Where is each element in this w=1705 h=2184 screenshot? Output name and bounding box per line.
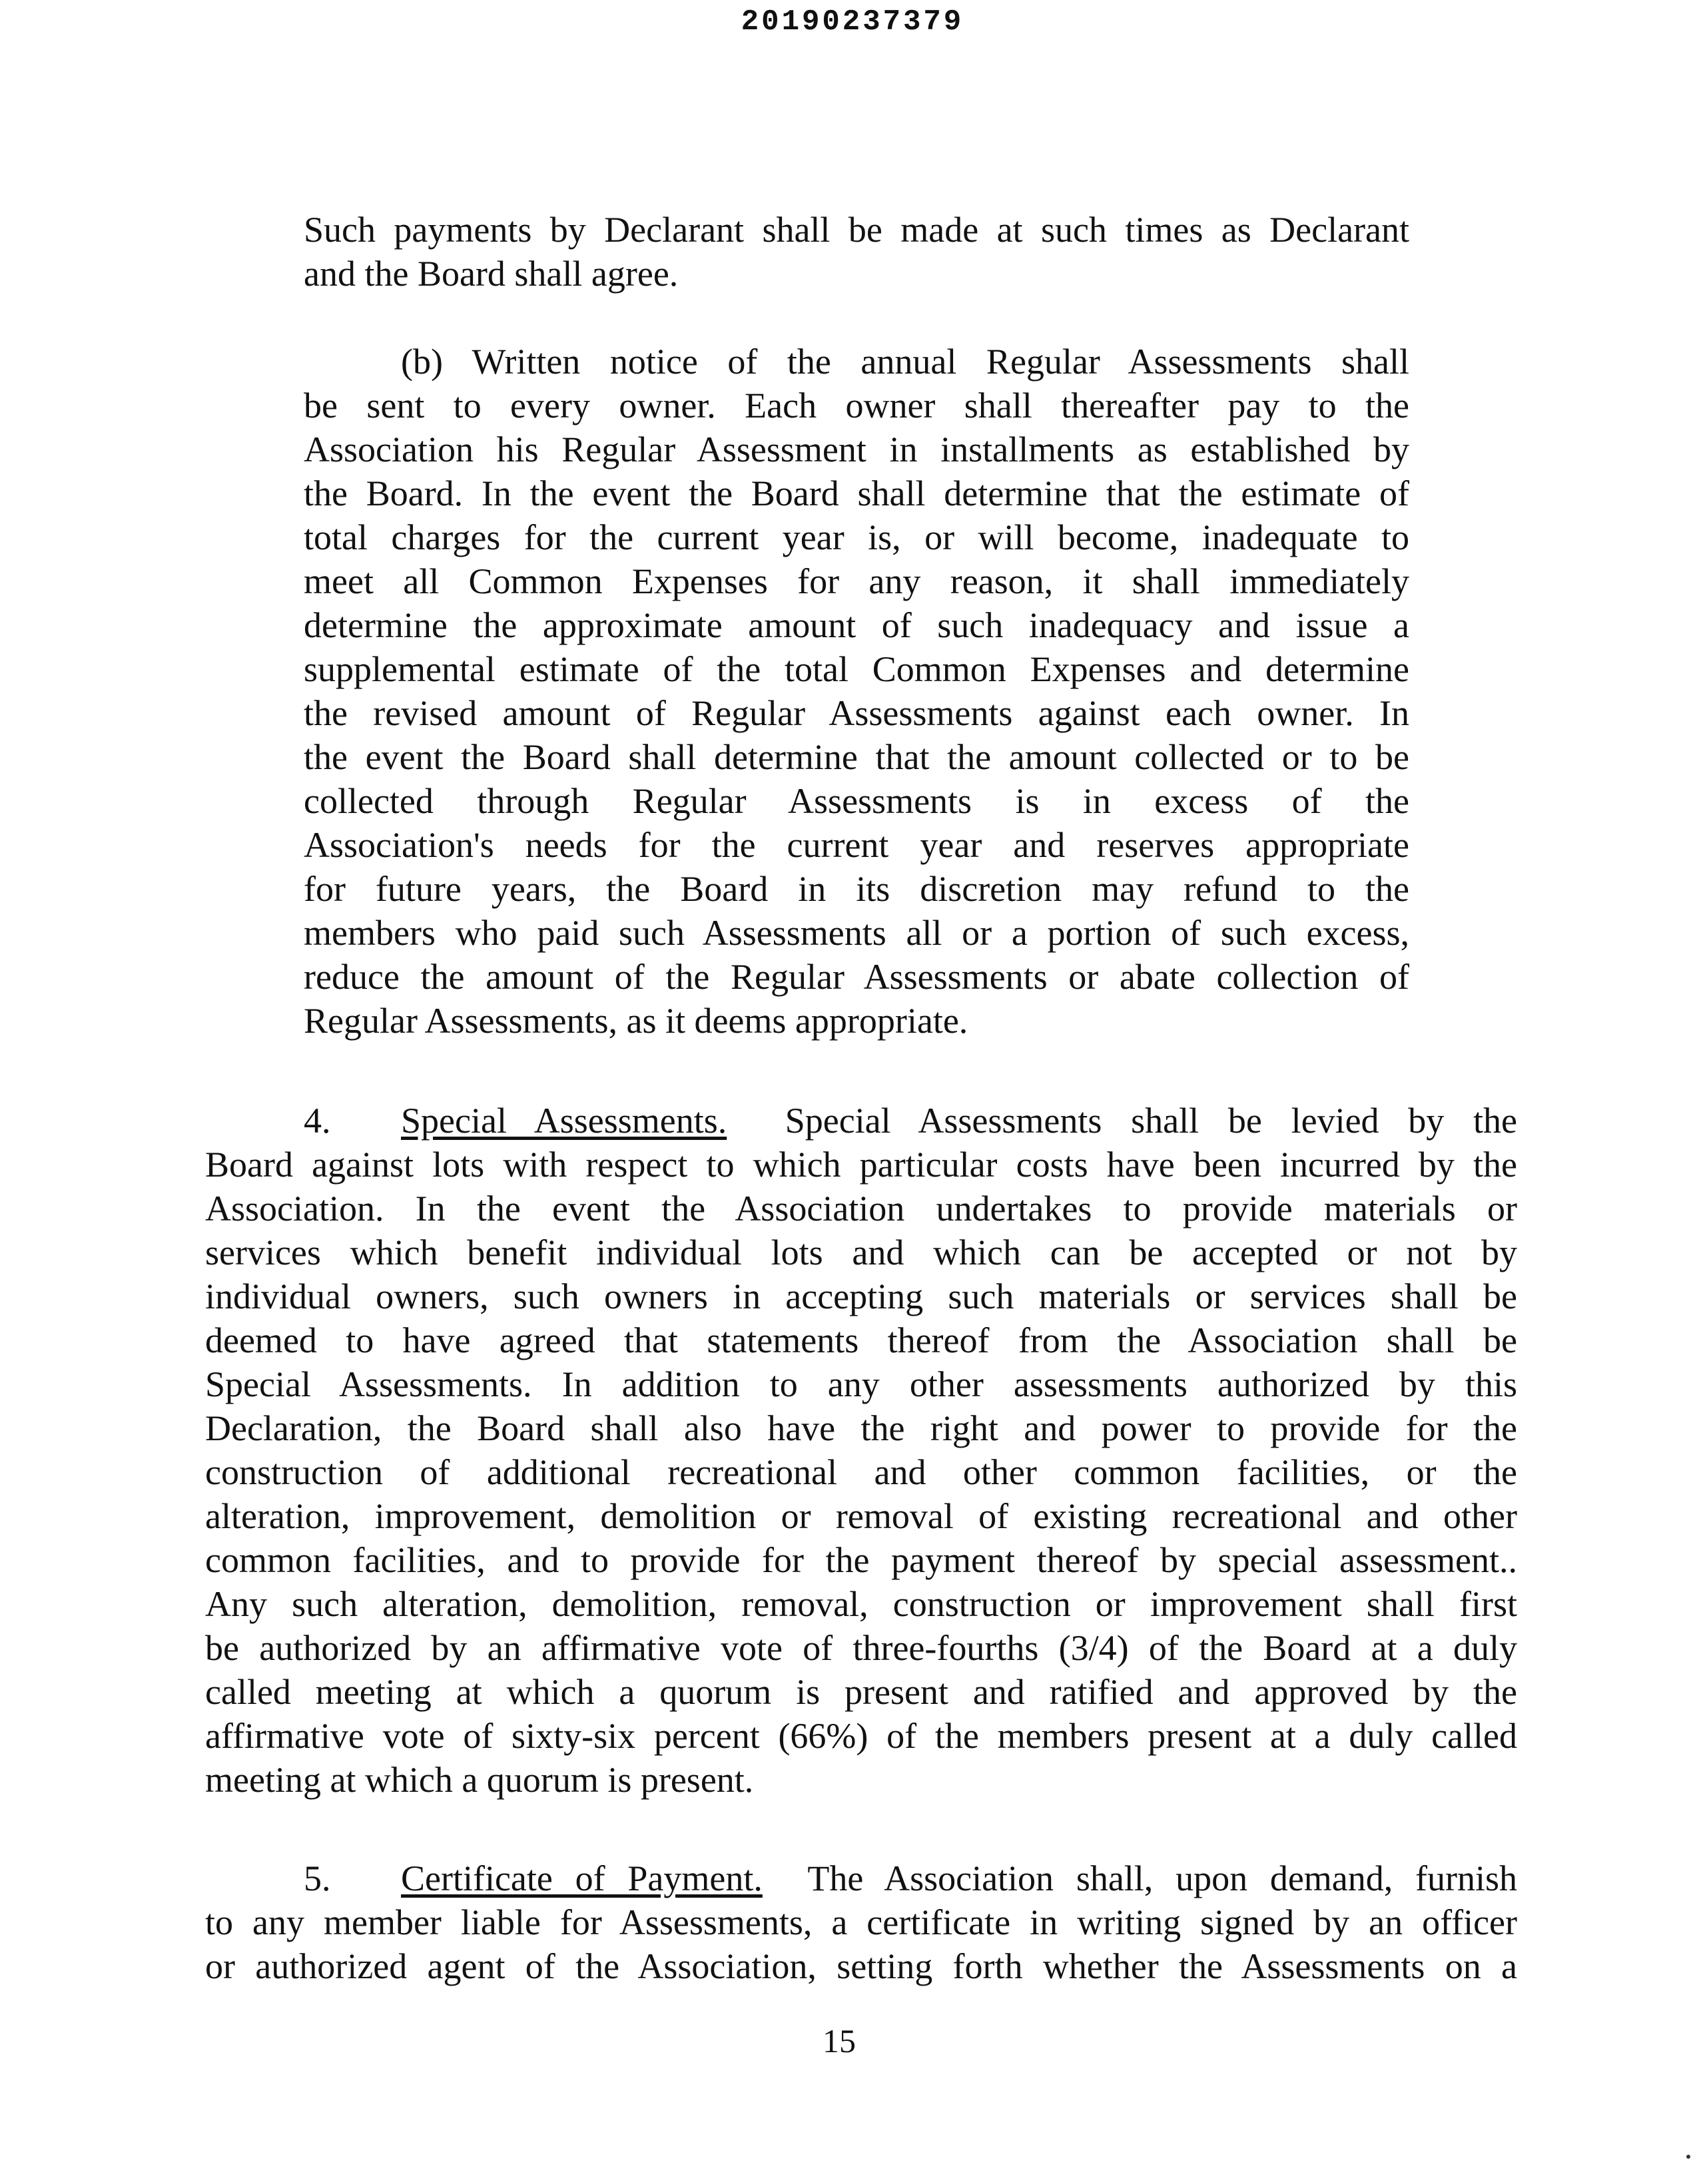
text-line: construction of additional recreational and other common facilities, or the (205, 1452, 1517, 1492)
page-number: 15 (823, 2022, 856, 2059)
text-line: to any member liable for Assessments, a certificate in writing signed by an officer (205, 1902, 1517, 1942)
scan-speck (1686, 2155, 1690, 2159)
section-5-first-line (205, 1856, 1517, 1900)
text-line: the revised amount of Regular Assessments against each owner. In (304, 693, 1409, 733)
text-fragment: The Association shall, upon demand, furnish (807, 1858, 1517, 1898)
text-line: meeting at which a quorum is present. (205, 1760, 754, 1800)
text-line: deemed to have agreed that statements thereof from the Association shall be (205, 1320, 1517, 1360)
text-line: and the Board shall agree. (304, 254, 679, 294)
text-line: Regular Assessments, as it deems appropriate. (304, 1001, 968, 1041)
text-line: Such payments by Declarant shall be made at such times as Declarant (304, 210, 1409, 250)
text-line: reduce the amount of the Regular Assessments or abate collection of (304, 957, 1409, 997)
text-line: services which benefit individual lots and which can be accepted or not by (205, 1232, 1517, 1272)
text-line: or authorized agent of the Association, setting forth whether the Assessments on a (205, 1946, 1517, 1986)
paragraph-b (304, 340, 1409, 1043)
text-line: Declaration, the Board shall also have the right and power to provide for the (205, 1408, 1517, 1448)
text-line: Association. In the event the Association undertakes to provide materials or (205, 1189, 1517, 1228)
text-line: alteration, improvement, demolition or removal of existing recreational and other (205, 1496, 1517, 1536)
text-line: collected through Regular Assessments is in excess of the (304, 781, 1409, 821)
paragraph-continuation (304, 208, 1409, 296)
text-line: individual owners, such owners in accepting such materials or services shall be (205, 1276, 1517, 1316)
section-4-first-line (205, 1099, 1517, 1143)
text-line: meet all Common Expenses for any reason, it shall immediately (304, 561, 1409, 601)
text-line: Any such alteration, demolition, removal, construction or improvement shall first (205, 1584, 1517, 1624)
text-line: common facilities, and to provide for the payment thereof by special assessment.. (205, 1540, 1517, 1580)
text-line: members who paid such Assessments all or a portion of such excess, (304, 913, 1409, 953)
text-line: be authorized by an affirmative vote of three-fourths (3/4) of the Board at a duly (205, 1628, 1517, 1668)
text-line: Association's needs for the current year and reserves appropriate (304, 825, 1409, 865)
text-line: Association his Regular Assessment in installments as established by (304, 429, 1409, 469)
text-line: determine the approximate amount of such inadequacy and issue a (304, 605, 1409, 645)
text-line: the event the Board shall determine that the amount collected or to be (304, 737, 1409, 777)
text-line: for future years, the Board in its discretion may refund to the (304, 869, 1409, 909)
text-line: called meeting at which a quorum is present and ratified and approved by the (205, 1672, 1517, 1712)
section-heading: Special Assessments. (401, 1101, 727, 1141)
text-line: affirmative vote of sixty-six percent (66%) of the members present at a duly called (205, 1716, 1517, 1756)
text-line: be sent to every owner. Each owner shall thereafter pay to the (304, 386, 1409, 425)
text-line: Special Assessments. In addition to any other assessments authorized by this (205, 1364, 1517, 1404)
section-5-certificate-of-payment (205, 1856, 1517, 1988)
text-fragment: Special Assessments shall be levied by the (785, 1101, 1517, 1141)
section-number: 5. (304, 1858, 331, 1898)
text-line: Board against lots with respect to which particular costs have been incurred by the (205, 1145, 1517, 1185)
section-4-special-assessments (205, 1099, 1517, 1802)
section-heading: Certificate of Payment. (401, 1858, 763, 1898)
text-line: total charges for the current year is, or will become, inadequate to (304, 517, 1409, 557)
text-line: (b) Written notice of the annual Regular Assessments shall (401, 342, 1409, 382)
text-line: supplemental estimate of the total Common Expenses and determine (304, 649, 1409, 689)
document-number: 20190237379 (741, 5, 964, 39)
text-line: the Board. In the event the Board shall determine that the estimate of (304, 473, 1409, 513)
section-number: 4. (304, 1101, 331, 1141)
